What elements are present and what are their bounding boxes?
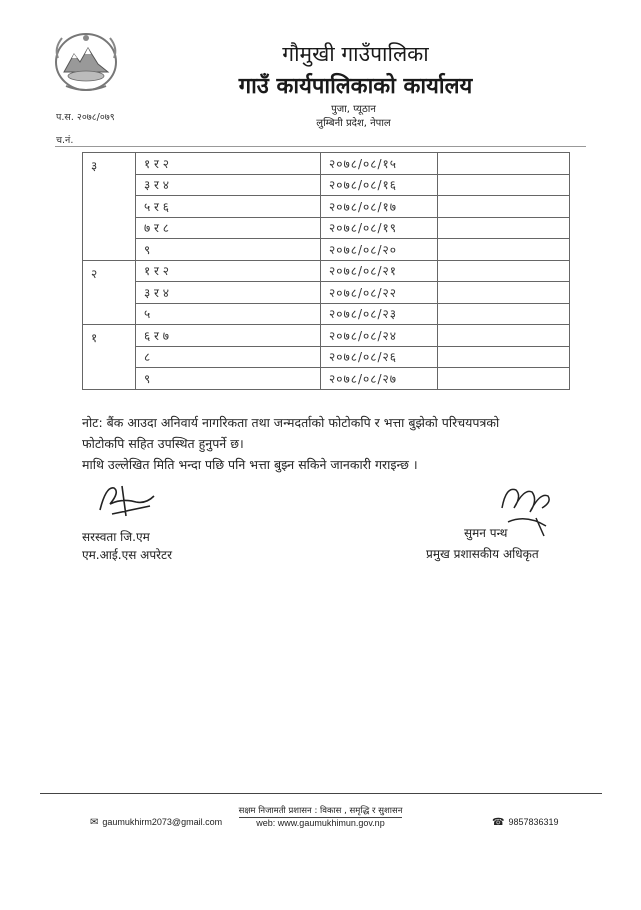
- note-line-3: माथि उल्लेखित मिति भन्दा पछि पनि भत्ता बुझ्न सकिने जानकारी गराइन्छ ।: [82, 457, 418, 472]
- phone-icon: ☎: [492, 817, 505, 828]
- date-cell: २०७८/०८/१९: [321, 217, 438, 239]
- table-row: [83, 346, 570, 368]
- class-cell: १ र २: [136, 260, 321, 282]
- distribution-schedule-table: [82, 152, 570, 390]
- class-cell: ३ र ४: [136, 174, 321, 196]
- blank-cell: [438, 260, 570, 282]
- class-cell: १ र २: [136, 153, 321, 175]
- header-divider: [55, 146, 586, 147]
- date-cell: २०७८/०८/२३: [321, 303, 438, 325]
- date-cell: २०७८/०८/२६: [321, 346, 438, 368]
- date-cell: २०७८/०८/२०: [321, 239, 438, 261]
- right-signatory-name: सुमन पन्थ: [464, 526, 508, 540]
- class-cell: ६ र ७: [136, 325, 321, 347]
- note-line-2: फोटोकपि सहित उपस्थित हुनुपर्ने छ।: [82, 436, 244, 451]
- left-signatory-designation: एम.आई.एस अपरेटर: [82, 548, 173, 562]
- blank-cell: [438, 239, 570, 261]
- footer-motto: [0, 805, 641, 816]
- date-cell: २०७८/०८/२७: [321, 368, 438, 390]
- footer-phone: [492, 817, 559, 828]
- left-signatory-name: सरस्वता जि.एम: [82, 530, 150, 544]
- motto-text: सक्षम निजामती प्रशासन : विकास , समृद्धि र सुशासन: [238, 806, 403, 816]
- blank-cell: [438, 174, 570, 196]
- date-cell: २०७८/०८/१६: [321, 174, 438, 196]
- email-text[interactable]: gaumukhirm2073@gmail.com: [102, 817, 223, 827]
- class-cell: ३ र ४: [136, 282, 321, 304]
- class-cell: ८: [136, 346, 321, 368]
- date-cell: २०७८/०८/२१: [321, 260, 438, 282]
- table-row: [83, 282, 570, 304]
- office-name: गौमुखी गाउँपालिका: [282, 42, 429, 66]
- office-title: गाउँ कार्यपालिकाको कार्यालय: [238, 74, 473, 99]
- date-cell: २०७८/०८/१७: [321, 196, 438, 218]
- blank-cell: [438, 346, 570, 368]
- table-row: [83, 325, 570, 347]
- reference-number: च.नं.: [56, 135, 74, 146]
- table-row: [83, 368, 570, 390]
- date-cell: २०७८/०८/२४: [321, 325, 438, 347]
- footer-divider: [40, 793, 602, 794]
- fiscal-year: प.स. २०७८/०७९: [56, 112, 115, 123]
- class-cell: ५ र ६: [136, 196, 321, 218]
- ward-cell: २: [83, 260, 136, 325]
- table-row: [83, 303, 570, 325]
- table-row: [83, 260, 570, 282]
- date-cell: २०७८/०८/१५: [321, 153, 438, 175]
- table-row: [83, 153, 570, 175]
- blank-cell: [438, 368, 570, 390]
- left-signature-icon: [92, 480, 162, 520]
- table-row: [83, 174, 570, 196]
- blank-cell: [438, 303, 570, 325]
- blank-cell: [438, 196, 570, 218]
- mail-icon: ✉: [90, 817, 99, 828]
- table-row: [83, 217, 570, 239]
- class-cell: ९: [136, 239, 321, 261]
- address-line-2: लुम्बिनी प्रदेश, नेपाल: [316, 118, 391, 129]
- blank-cell: [438, 153, 570, 175]
- ward-cell: १: [83, 325, 136, 390]
- class-cell: ५: [136, 303, 321, 325]
- note-line-1: नोट: बैंक आउदा अनिवार्य नागरिकता तथा जन्मदर्ताको फोटोकपि र भत्ता बुझेको परिचयपत्रको: [82, 415, 500, 430]
- footer-website[interactable]: web: www.gaumukhimun.gov.np: [256, 818, 385, 828]
- ward-cell: ३: [83, 153, 136, 261]
- blank-cell: [438, 325, 570, 347]
- blank-cell: [438, 282, 570, 304]
- class-cell: ७ र ८: [136, 217, 321, 239]
- phone-text: 9857836319: [508, 817, 559, 827]
- blank-cell: [438, 217, 570, 239]
- address-line-1: पुजा, प्यूठान: [331, 104, 376, 115]
- table-row: [83, 239, 570, 261]
- right-signatory-designation: प्रमुख प्रशासकीय अधिकृत: [426, 547, 539, 561]
- class-cell: ९: [136, 368, 321, 390]
- table-row: [83, 196, 570, 218]
- date-cell: २०७८/०८/२२: [321, 282, 438, 304]
